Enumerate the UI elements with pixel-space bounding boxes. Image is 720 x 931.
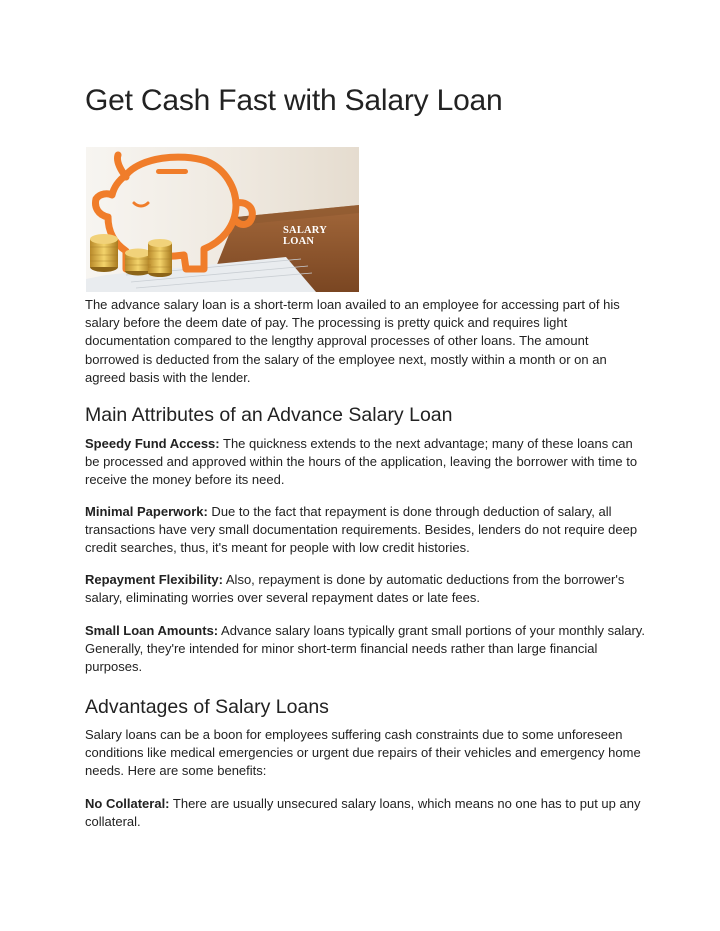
attribute-text: Due to the fact that repayment is done through deduction of salary, all transactions have very small documentation requirements. Besides, lenders do not require deep credit searches, thus, it's meant for people with low credit histories. <box>85 504 638 556</box>
advantages-intro-block <box>85 726 645 781</box>
attribute-text: The quickness extends to the next advantage; many of these loans can be processed and approved within the hours of the application, leaving the borrower with time to receive the money before its need. <box>85 436 638 488</box>
section-heading-block <box>85 404 645 427</box>
attribute-text: Also, repayment is done by automatic deductions from the borrower's salary, eliminating worries over several repayment dates or late fees. <box>85 572 625 606</box>
attribute-item <box>85 571 645 607</box>
attribute-item <box>85 622 645 677</box>
attribute-term: Small Loan Amounts: <box>85 623 219 638</box>
salary-loan-image <box>86 147 359 292</box>
attribute-term: Minimal Paperwork: <box>85 504 208 519</box>
attribute-item <box>85 435 645 490</box>
advantage-text: There are usually unsecured salary loans, which means no one has to put up any collateral. <box>85 796 641 830</box>
section-heading-advantages: Advantages of Salary Loans <box>85 696 329 718</box>
hero-label: SALARY LOAN <box>283 225 327 247</box>
attribute-text: Advance salary loans typically grant small portions of your monthly salary. Generally, they're intended for minor short-term financial needs rather than large financial purposes. <box>85 623 645 675</box>
intro-paragraph-block <box>85 296 645 387</box>
section-heading-attributes: Main Attributes of an Advance Salary Loan <box>85 404 453 426</box>
advantage-item <box>85 795 645 831</box>
attribute-item <box>85 503 645 558</box>
section-heading-block <box>85 696 645 719</box>
intro-paragraph: The advance salary loan is a short-term loan availed to an employee for accessing part of his salary before the deem date of pay. The processing is pretty quick and requires light documentation compared to the lengthy approval processes of other loans. The amount borrowed is deducted from the salary of the employee next, mostly within a month or on an agreed basis with the lender. <box>85 297 620 385</box>
advantages-intro: Salary loans can be a boon for employees suffering cash constraints due to some unforeseen conditions like medical emergencies or urgent due repairs of their vehicles and emergency home needs. Here are some benefits: <box>85 727 641 779</box>
page-title: Get Cash Fast with Salary Loan <box>85 84 503 117</box>
attribute-term: Speedy Fund Access: <box>85 436 220 451</box>
advantage-term: No Collateral: <box>85 796 170 811</box>
piggy-bank-illustration <box>86 147 359 292</box>
attribute-term: Repayment Flexibility: <box>85 572 223 587</box>
